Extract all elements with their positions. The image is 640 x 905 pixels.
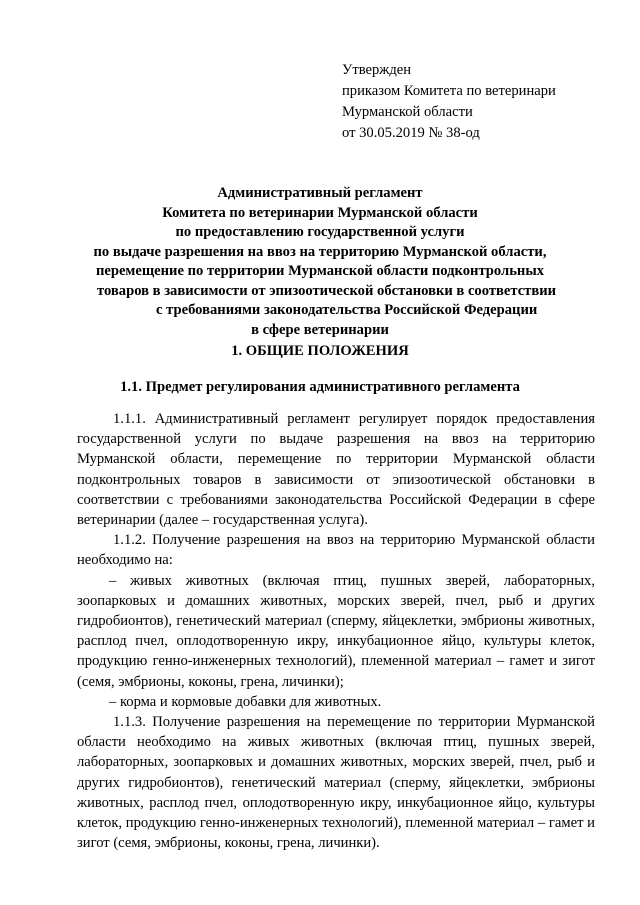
title-line: товаров в зависимости от эпизоотической обстановки в соответствии [97, 282, 557, 299]
approval-line: Мурманской области [342, 104, 473, 120]
paragraph: 1.1.1. Административный регламент регулирует порядок предоставления государственной услуги по выдаче разрешения на ввоз на территорию Мурманской области, перемещение по территории Мурманской области подконтрольных товаров в зависимости от эпизоотической обстановки в соответствии с требованиями законодательства Российской Федерации в сфере ветеринарии (далее – государственная услуга). [77, 411, 595, 529]
title-line: в сфере ветеринарии [251, 321, 389, 338]
title-line: по выдаче разрешения на ввоз на территорию Мурманской области, [93, 243, 547, 260]
document-body [77, 409, 595, 853]
title-line: Административный регламент [217, 185, 423, 201]
approval-line: Утвержден [342, 62, 412, 78]
list-item: – живых животных (включая птиц, пушных зверей, лабораторных, зоопарковых и домашних животных, морских зверей, пчел, рыб и других гидробионтов), генетический материал (сперму, яйцеклетки, эмбрионы животных, расплод пчел, оплодотворенную икру, инкубационное яйцо, культуры клеток, продукцию генно-инженерных технологий), племенной материал – гамет и зигот (семя, эмбрионы, коконы, грена, личинки); [77, 572, 595, 690]
title-line: перемещение по территории Мурманской области подконтрольных [95, 263, 545, 279]
approval-line: приказом Комитета по ветеринари [342, 83, 556, 99]
subsection-heading: 1.1. Предмет регулирования административного регламента [120, 379, 520, 395]
document-title [60, 184, 580, 340]
approval-date-line: от 30.05.2019 № 38-од [342, 125, 480, 141]
approval-stamp [342, 60, 556, 144]
paragraph: 1.1.2. Получение разрешения на ввоз на территорию Мурманской области необходимо на: [77, 532, 595, 569]
section-heading: 1. ОБЩИЕ ПОЛОЖЕНИЯ [231, 343, 409, 359]
list-item: – корма и кормовые добавки для животных. [109, 693, 382, 710]
title-line: с требованиями законодательства Российской Федерации [156, 302, 538, 318]
paragraph: 1.1.3. Получение разрешения на перемещение по территории Мурманской области необходимо на живых животных (включая птиц, пушных зверей, лабораторных, зоопарковых и домашних животных, морских зверей, пчел, рыб и других гидробионтов), генетический материал (сперму, яйцеклетки, эмбрионы животных, расплод пчел, оплодотворенную икру, инкубационное яйцо, культуры клеток, продукцию генно-инженерных технологий), племенной материал – гамет и зигот (семя, эмбрионы, коконы, грена, личинки). [77, 714, 595, 852]
title-line: по предоставлению государственной услуги [175, 224, 465, 240]
title-line: Комитета по ветеринарии Мурманской области [162, 204, 478, 221]
